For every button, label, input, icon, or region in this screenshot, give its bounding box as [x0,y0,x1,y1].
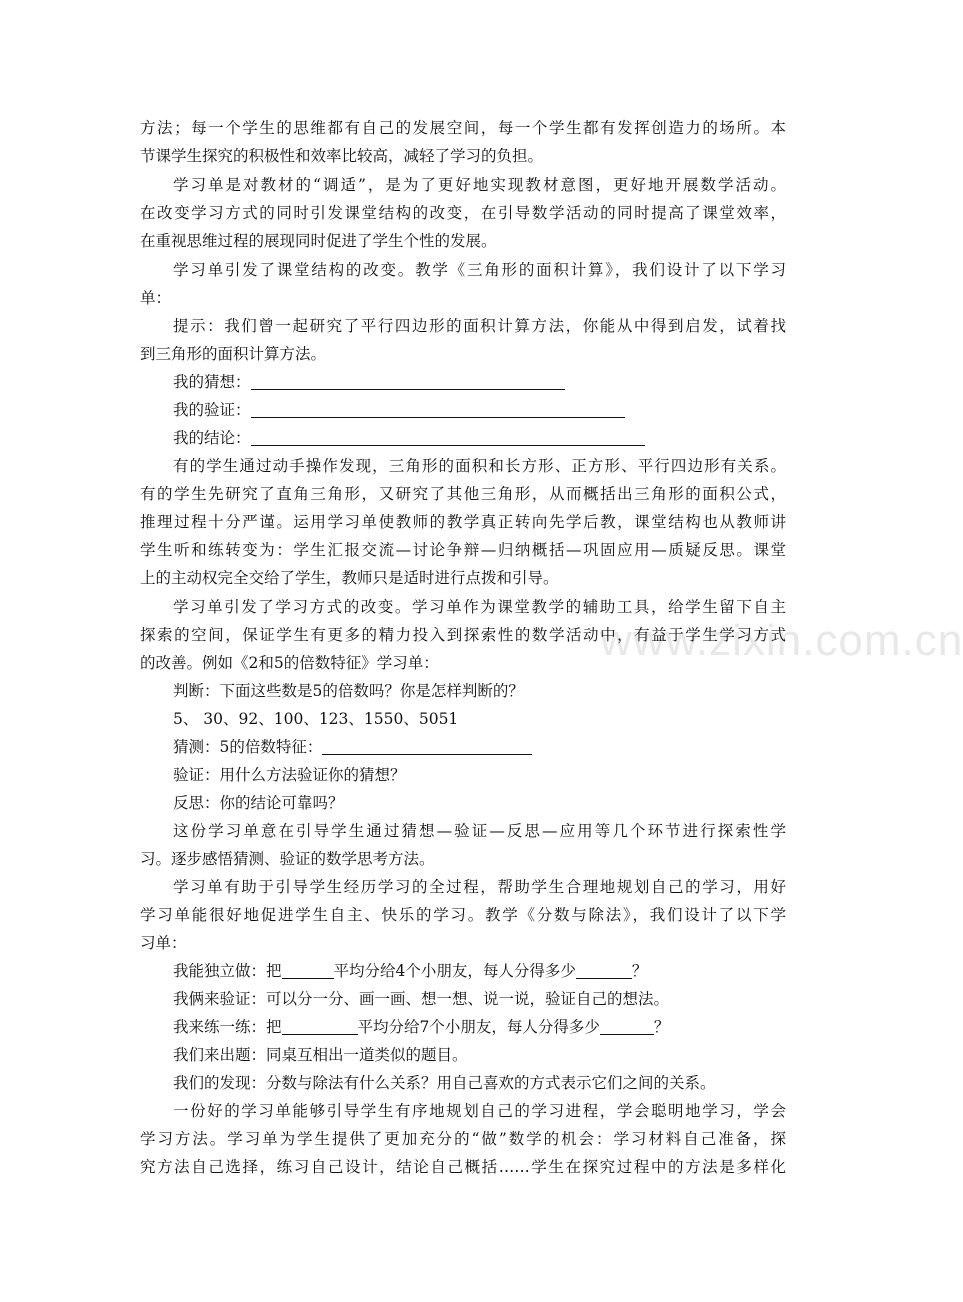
independent-line [173,961,647,981]
verify-blank[interactable] [251,401,625,418]
paragraph-line: 的改善。例如《2和5的倍数特征》学习单： [140,654,439,672]
practice-blank-1[interactable] [282,1018,358,1035]
independent-text: 平均分给4个小朋友，每人分得多少 [333,962,576,980]
paragraph-line: 学习单能很好地促进学生自主、快乐的学习。教学《分数与除法》，我们设计了以下学 [140,906,786,924]
conclusion-blank[interactable] [251,429,645,446]
paragraph-line: 学习单引发了学习方式的改变。学习单作为课堂教学的辅助工具，给学生留下自主 [173,598,786,616]
paragraph-line: 究方法自己选择，练习自己设计，结论自己概括……学生在探究过程中的方法是多样化 [140,1158,786,1176]
paragraph-line: 学习单有助于引导学生经历学习的全过程，帮助学生合理地规划自己的学习，用好 [173,878,786,896]
paragraph-line: 习。逐步感悟猜测、验证的数学思考方法。 [140,850,435,868]
feature-guess-label: 猜测：5的倍数特征： [173,738,323,756]
paragraph-line: 节课学生探究的积极性和效率比较高，减轻了学习的负担。 [140,147,544,165]
conclusion-label: 我的结论： [173,429,251,447]
feature-guess-blank[interactable] [322,738,532,755]
practice-line [173,1017,669,1037]
verify-line [173,400,625,420]
paragraph-line: 学习单是对教材的“调适”，是为了更好地实现教材意图，更好地开展数学活动。 [173,176,786,194]
guess-blank[interactable] [251,373,565,390]
paragraph-line: 验证：用什么方法验证你的猜想？ [173,766,406,784]
paragraph-line: 这份学习单意在引导学生通过猜想—验证—反思—应用等几个环节进行探索性学 [173,822,786,840]
paragraph-line: 推理过程十分严谨。运用学习单使教师的教学真正转向先学后教，课堂结构也从教师讲 [140,513,786,531]
paragraph-line: 我俩来验证：可以分一分、画一画、想一想、说一说，验证自己的想法。 [173,990,670,1008]
paragraph-line: 学生听和练转变为：学生汇报交流—讨论争辩—归纳概括—巩固应用—质疑反思。课堂 [140,541,786,559]
verify-label: 我的验证： [173,401,251,419]
paragraph-line: 单： [140,289,172,307]
paragraph-line: 上的主动权完全交给了学生，教师只是适时进行点拨和引导。 [140,569,559,587]
guess-line [173,372,565,392]
independent-end: ？ [631,962,648,980]
practice-end: ？ [653,1018,670,1036]
paragraph-line: 有的学生先研究了直角三角形，又研究了其他三角形，从而概括出三角形的面积公式， [140,485,786,503]
practice-text: 平均分给7个小朋友，每人分得多少 [357,1018,600,1036]
watermark: www.zixin.com.cn [600,616,963,665]
paragraph-line: 学习方法。学习单为学生提供了更加充分的“做”数学的机会：学习材料自己准备，探 [140,1130,786,1148]
paragraph-line: 学习单引发了课堂结构的改变。教学《三角形的面积计算》，我们设计了以下学习 [173,261,786,279]
independent-blank-1[interactable] [282,962,334,979]
independent-label: 我能独立做：把 [173,962,282,980]
paragraph-line: 我们来出题：同桌互相出一道类似的题目。 [173,1046,468,1064]
practice-blank-2[interactable] [600,1018,654,1035]
paragraph-line: 反思：你的结论可靠吗？ [173,794,344,812]
paragraph-line: 有的学生通过动手操作发现，三角形的面积和长方形、正方形、平行四边形有关系。 [173,457,786,475]
guess-label: 我的猜想： [173,373,251,391]
paragraph-line: 一份好的学习单能够引导学生有序地规划自己的学习进程，学会聪明地学习，学会 [173,1102,786,1120]
paragraph-line: 方法；每一个学生的思维都有自己的发展空间，每一个学生都有发挥创造力的场所。本 [140,119,786,137]
conclusion-line [173,428,645,448]
independent-blank-2[interactable] [576,962,632,979]
paragraph-line: 探索的空间，保证学生有更多的精力投入到探索性的数学活动中，有益于学生学习方式 [140,626,786,644]
paragraph-line: 提示：我们曾一起研究了平行四边形的面积计算方法，你能从中得到启发，试着找 [173,317,786,335]
paragraph-line: 判断：下面这些数是5的倍数吗？你是怎样判断的？ [173,682,524,700]
feature-guess-line [173,737,532,757]
paragraph-line: 在改变学习方式的同时引发课堂结构的改变，在引导数学活动的同时提高了课堂效率， [140,204,786,222]
number-list-line: 5、 30、92、100、123、1550、5051 [173,710,459,728]
paragraph-line: 习单： [140,934,187,952]
paragraph-line: 在重视思维过程的展现同时促进了学生个性的发展。 [140,232,497,250]
practice-label: 我来练一练：把 [173,1018,282,1036]
paragraph-line: 我们的发现：分数与除法有什么关系？用自己喜欢的方式表示它们之间的关系。 [173,1074,716,1092]
paragraph-line: 到三角形的面积计算方法。 [140,345,327,363]
